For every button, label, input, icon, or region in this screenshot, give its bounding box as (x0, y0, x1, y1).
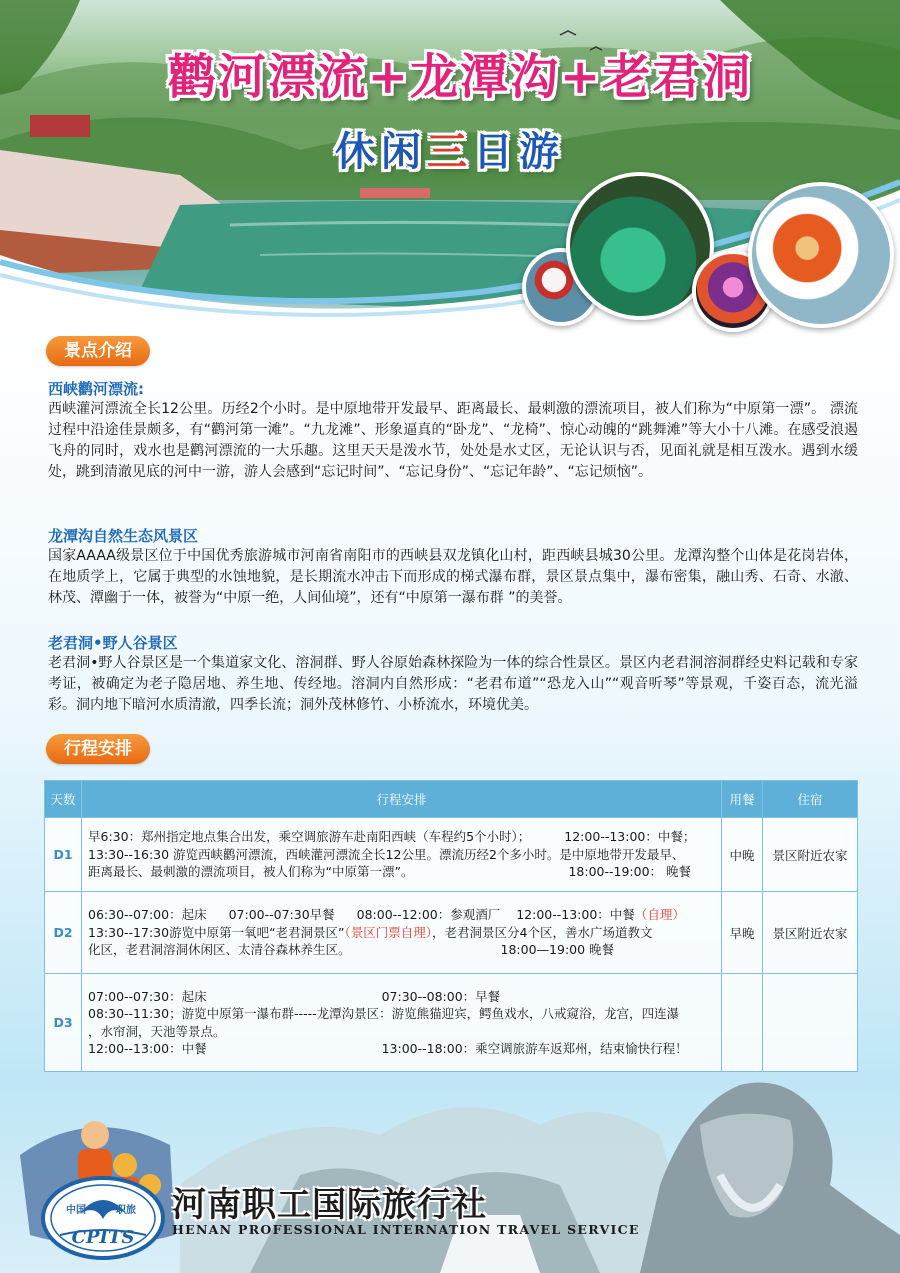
day-plan: 07:00--07:30：起床 07:30--08:00：早餐 08:30--11:30；游览中原第一瀑布群-----龙潭沟景区：游览熊猫迎宾，鳄鱼戏水，八戒窥浴，龙宫，四连瀑 ，水帘洞，天池等景点。 12:00--13:00：中餐 13:00--18:00：乘空调旅游车返郑州，结束愉快行程！ (82, 974, 722, 1072)
day-meal: 早晚 (722, 892, 763, 974)
day-stay: 景区附近农家 (763, 818, 858, 892)
photo-circle-raft-people (748, 182, 894, 328)
itinerary-badge: 行程安排 (46, 734, 150, 764)
section-title-laojun: 老君洞•野人谷景区 (48, 634, 178, 652)
table-header-row (45, 781, 858, 818)
day-stay (763, 974, 858, 1072)
hero-banner (0, 0, 900, 340)
section-title-rafting: 西峡鹳河漂流: (48, 380, 144, 398)
section-title-longtan: 龙潭沟自然生态风景区 (48, 527, 199, 545)
section-body-laojun: 老君洞•野人谷景区是一个集道家文化、溶洞群、野人谷原始森林探险为一体的综合性景区。景区内老君洞溶洞群经史料记载和专家考证，被确定为老子隐居地、养生地、传经地。溶洞内自然形成：“老君布道”“恐龙入山”“观音听琴”等景观，千姿百态，流光溢彩。洞内地下暗河水质清澈，四季长流；洞外茂林修竹、小桥流水，环境优美。 (48, 655, 858, 713)
logo-text: CPITS (71, 1227, 135, 1248)
table-row (45, 818, 858, 892)
day-plan: 早6:30：郑州指定地点集合出发，乘空调旅游车赴南阳西峡（车程约5个小时）； 12:00--13:00：中餐； 13:30--16:30 游览西峡鹳河漂流，西峡灌河漂流全长12公里。漂流历经2个多小时。是中原地带开发最早、 距离最长、最刺激的漂流项目，被人们称为“中原第一漂”。 18:00--19:00： 晚餐 (82, 818, 722, 892)
day-meal: 中晚 (722, 818, 763, 892)
intro-badge: 景点介绍 (46, 336, 150, 366)
itinerary-table (44, 780, 858, 1072)
footer-banner (0, 1065, 900, 1273)
day-plan: 06:30--07:00：起床 07:00--07:30早餐 08:00--12:00：参观酒厂 12:00--13:00：中餐（自理） 13:30--17:30游览中原第一氧吧“老君洞景区”（景区门票自理），老君洞景区分4个区，善水广场道教文 化区，老君洞溶洞休闲区、太清谷森林养生区。 18:00—19:00 晚餐 (82, 892, 722, 974)
section-body-longtan: 国家AAAA级景区位于中国优秀旅游城市河南省南阳市的西峡县双龙镇化山村，距西峡县城30公里。龙潭沟整个山体是花岗岩体，在地质学上，它属于典型的水蚀地貌，是长期流水冲击下而形成的梯式瀑布群，景区景点集中，瀑布密集，融山秀、石奇、水澈、林茂、潭幽于一体，被誉为“中原一绝，人间仙境”，还有“中原第一瀑布群 ”的美誉。 (48, 548, 858, 606)
company-name-en: HENAN PROFESSIONAL INTERNATION TRAVEL SERVICE (172, 1222, 640, 1237)
header-day: 天数 (45, 781, 82, 818)
day-label: D1 (45, 818, 82, 892)
page-title: 鹳河漂流+龙潭沟+老君洞 (167, 49, 753, 105)
logo-top-right: 职旅 (116, 1205, 136, 1216)
page-subtitle: 休闲三日游 (335, 128, 565, 175)
day-label: D2 (45, 892, 82, 974)
logo-emblem (40, 1175, 166, 1261)
section-body-rafting: 西峡灌河漂流全长12公里。历经2个小时。是中原地带开发最早、距离最长、最刺激的漂流项目，被人们称为“中原第一漂”。 漂流过程中沿途佳景颇多，有“鹳河第一滩”。“九龙滩”、形象逼真的“卧龙”、“龙椅”、惊心动魄的“跳舞滩”等大小十八滩。在感受浪遏飞舟的同时，戏水也是鹳河漂流的一大乐趣。这里天天是泼水节，处处是水丈区，无论认识与否，见面礼就是相互泼水。遇到水缓处，跳到清澈见底的河中一游，游人会感到“忘记时间”、“忘记身份”、“忘记年龄”、“忘记烦恼”。 (48, 401, 858, 480)
day-label: D3 (45, 974, 82, 1072)
day-stay: 景区附近农家 (763, 892, 858, 974)
company-name: 河南职工国际旅行社 (172, 1185, 487, 1225)
table-row (45, 974, 858, 1072)
table-row (45, 892, 858, 974)
logo-top-left: 中国 (66, 1205, 86, 1216)
header-meal: 用餐 (722, 781, 763, 818)
day-meal (722, 974, 763, 1072)
cpits-logo (40, 1175, 166, 1261)
header-stay: 住宿 (763, 781, 858, 818)
header-plan: 行程安排 (82, 781, 722, 818)
